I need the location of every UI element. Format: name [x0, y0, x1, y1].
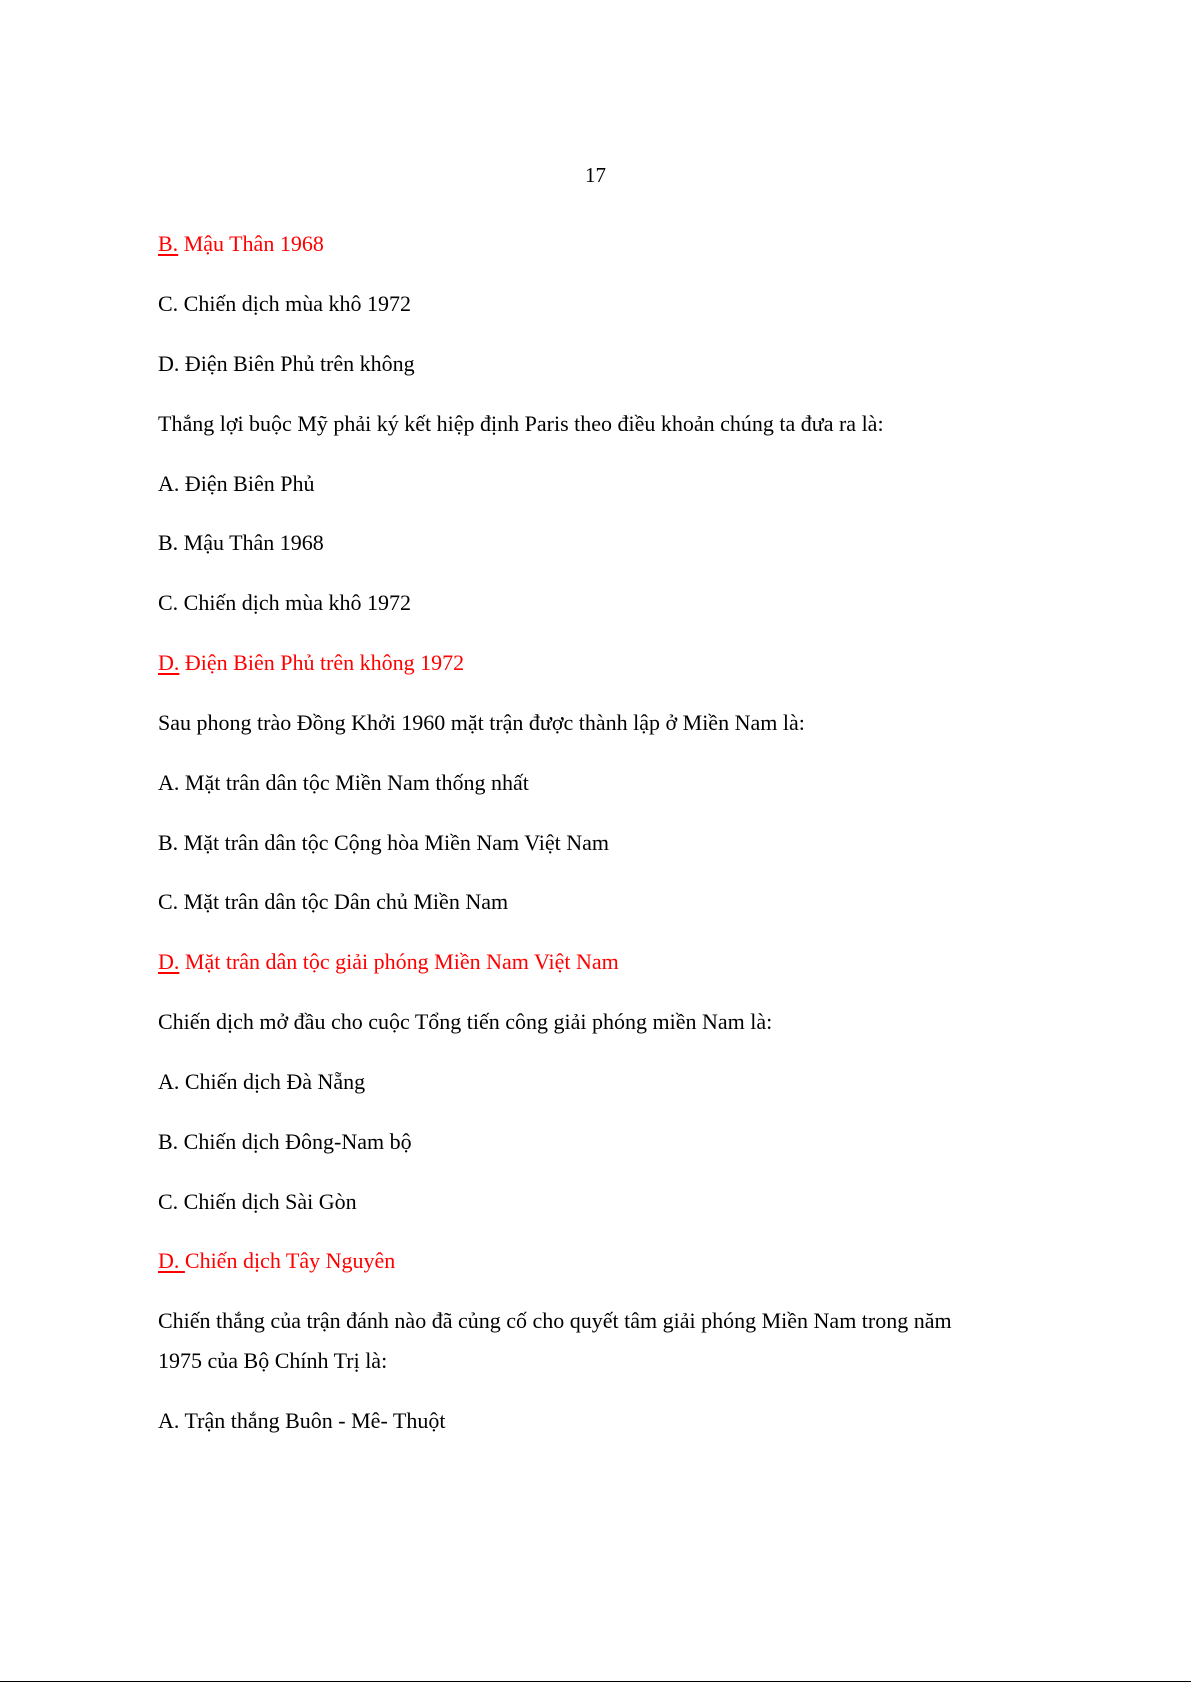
answer-text: Mậu Thân 1968 — [178, 231, 324, 256]
question-line-continued: 1975 của Bộ Chính Trị là: — [158, 1348, 388, 1373]
answer-text: Chiến dịch Tây Nguyên — [184, 1248, 396, 1273]
option-line: A. Mặt trân dân tộc Miền Nam thống nhất — [158, 770, 529, 795]
option-line: B. Mặt trân dân tộc Cộng hòa Miền Nam Việt Nam — [158, 830, 610, 855]
option-line: A. Trận thắng Buôn - Mê- Thuột — [158, 1408, 446, 1433]
option-line: C. Chiến dịch Sài Gòn — [158, 1189, 357, 1214]
correct-answer-line — [158, 1248, 395, 1274]
option-line: D. Điện Biên Phủ trên không — [158, 351, 415, 376]
answer-letter: D. — [158, 650, 180, 675]
answer-letter: B. — [158, 231, 179, 256]
option-line: B. Mậu Thân 1968 — [158, 530, 324, 555]
option-line: B. Chiến dịch Đông-Nam bộ — [158, 1129, 412, 1154]
answer-text: Mặt trân dân tộc giải phóng Miền Nam Việt Nam — [179, 949, 619, 974]
question-line: Chiến dịch mở đầu cho cuộc Tổng tiến công giải phóng miền Nam là: — [158, 1009, 773, 1034]
correct-answer-line — [158, 231, 324, 257]
answer-letter: D. — [158, 949, 180, 974]
bottom-rule — [0, 1681, 1191, 1682]
option-line: A. Điện Biên Phủ — [158, 471, 315, 496]
option-line: C. Chiến dịch mùa khô 1972 — [158, 291, 411, 316]
answer-letter: D. — [158, 1248, 185, 1273]
correct-answer-line — [158, 949, 619, 975]
option-line: A. Chiến dịch Đà Nẵng — [158, 1069, 366, 1094]
option-line: C. Chiến dịch mùa khô 1972 — [158, 590, 411, 615]
answer-text: Điện Biên Phủ trên không 1972 — [179, 650, 465, 675]
question-line: Thắng lợi buộc Mỹ phải ký kết hiệp định Paris theo điều khoản chúng ta đưa ra là: — [158, 411, 884, 436]
page-number: 17 — [585, 163, 606, 187]
question-line: Chiến thắng của trận đánh nào đã củng cố cho quyết tâm giải phóng Miền Nam trong năm — [158, 1308, 952, 1333]
option-line: C. Mặt trân dân tộc Dân chủ Miền Nam — [158, 889, 509, 914]
question-line: Sau phong trào Đồng Khởi 1960 mặt trận được thành lập ở Miền Nam là: — [158, 710, 805, 735]
correct-answer-line — [158, 650, 464, 676]
